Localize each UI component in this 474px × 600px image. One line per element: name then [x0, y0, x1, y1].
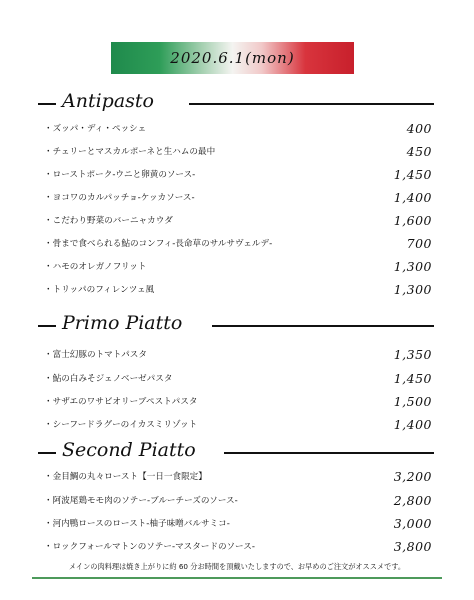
section-heading-antipasto — [38, 92, 434, 114]
menu-item — [44, 188, 432, 206]
section-title: Second Piatto — [62, 439, 204, 461]
item-price: 3,000 — [393, 515, 432, 531]
item-name: ・ 金目鯛の丸々ロースト【一日一食限定】 — [44, 470, 207, 482]
menu-date: 2020.6.1(mon) — [170, 49, 295, 67]
item-name: ・ 骨まで食べられる鮎のコンフィ‐長命草のサルサヴェルデ‐ — [44, 237, 272, 249]
item-name: ・ ハモのオレガノフリット — [44, 260, 146, 272]
item-name: ・ 阿波尾鶏モモ肉のソテー‐ブルーチーズのソース‐ — [44, 494, 238, 506]
menu-item — [44, 280, 432, 298]
item-name: ・ トリッパのフィレンツェ風 — [44, 283, 154, 295]
item-name: ・ ロックフォールマトンのソテー‐マスタードのソース‐ — [44, 540, 255, 552]
item-name: ・ ズッパ・ディ・ペッシェ — [44, 122, 146, 134]
menu-item — [44, 369, 432, 387]
menu-item — [44, 257, 432, 275]
section-title: Primo Piatto — [62, 312, 190, 334]
menu-item — [44, 234, 432, 252]
item-price: 1,400 — [393, 416, 432, 432]
section-heading-primo-piatto — [38, 314, 434, 336]
item-name: ・ ローストポーク‐ウニと卵黄のソース‐ — [44, 168, 195, 180]
heading-rule — [189, 103, 434, 105]
menu-item — [44, 165, 432, 183]
item-price: 3,200 — [393, 468, 432, 484]
item-name: ・ 河内鴨ロースのロースト‐柚子味噌バルサミコ‐ — [44, 517, 230, 529]
item-name: ・ ヨコワのカルパッチョ‐ケッカソース‐ — [44, 191, 195, 203]
item-name: ・ こだわり野菜のバーニャカウダ — [44, 214, 173, 226]
section-title: Antipasto — [62, 90, 162, 112]
heading-rule — [224, 452, 434, 454]
heading-rule — [212, 325, 434, 327]
item-price: 2,800 — [393, 492, 432, 508]
item-price: 700 — [406, 235, 432, 251]
item-price: 1,600 — [393, 212, 432, 228]
menu-item — [44, 345, 432, 363]
bottom-divider — [32, 577, 442, 579]
item-price: 1,350 — [393, 346, 432, 362]
menu-item — [44, 537, 432, 555]
heading-dash — [38, 452, 56, 454]
menu-item — [44, 142, 432, 160]
menu-item — [44, 467, 432, 485]
item-price: 1,400 — [393, 189, 432, 205]
item-price: 1,500 — [393, 393, 432, 409]
date-banner — [111, 42, 354, 74]
item-name: ・ 富士幻豚のトマトパスタ — [44, 348, 147, 360]
menu-item — [44, 491, 432, 509]
item-price: 3,800 — [393, 538, 432, 554]
menu-item — [44, 415, 432, 433]
menu-item — [44, 514, 432, 532]
item-name: ・ 鮎の白みそジェノベーゼパスタ — [44, 372, 172, 384]
menu-item — [44, 119, 432, 137]
item-name: ・ チェリーとマスカルポーネと生ハムの最中 — [44, 145, 215, 157]
item-price: 1,300 — [393, 258, 432, 274]
item-price: 400 — [406, 120, 432, 136]
menu-item — [44, 211, 432, 229]
menu-item — [44, 392, 432, 410]
item-price: 1,450 — [393, 370, 432, 386]
item-price: 450 — [406, 143, 432, 159]
item-name: ・ サザエのワサビオリーブペストパスタ — [44, 395, 197, 407]
item-name: ・ シーフードラグーのイカスミリゾット — [44, 418, 197, 430]
heading-dash — [38, 103, 56, 105]
item-price: 1,300 — [393, 281, 432, 297]
heading-dash — [38, 325, 56, 327]
footnote: メインの肉料理は焼き上がりに約 60 分お時間を頂戴いたしますので、お早めのご注文がオススメです。 — [68, 562, 406, 571]
section-heading-second-piatto — [38, 441, 434, 463]
item-price: 1,450 — [393, 166, 432, 182]
